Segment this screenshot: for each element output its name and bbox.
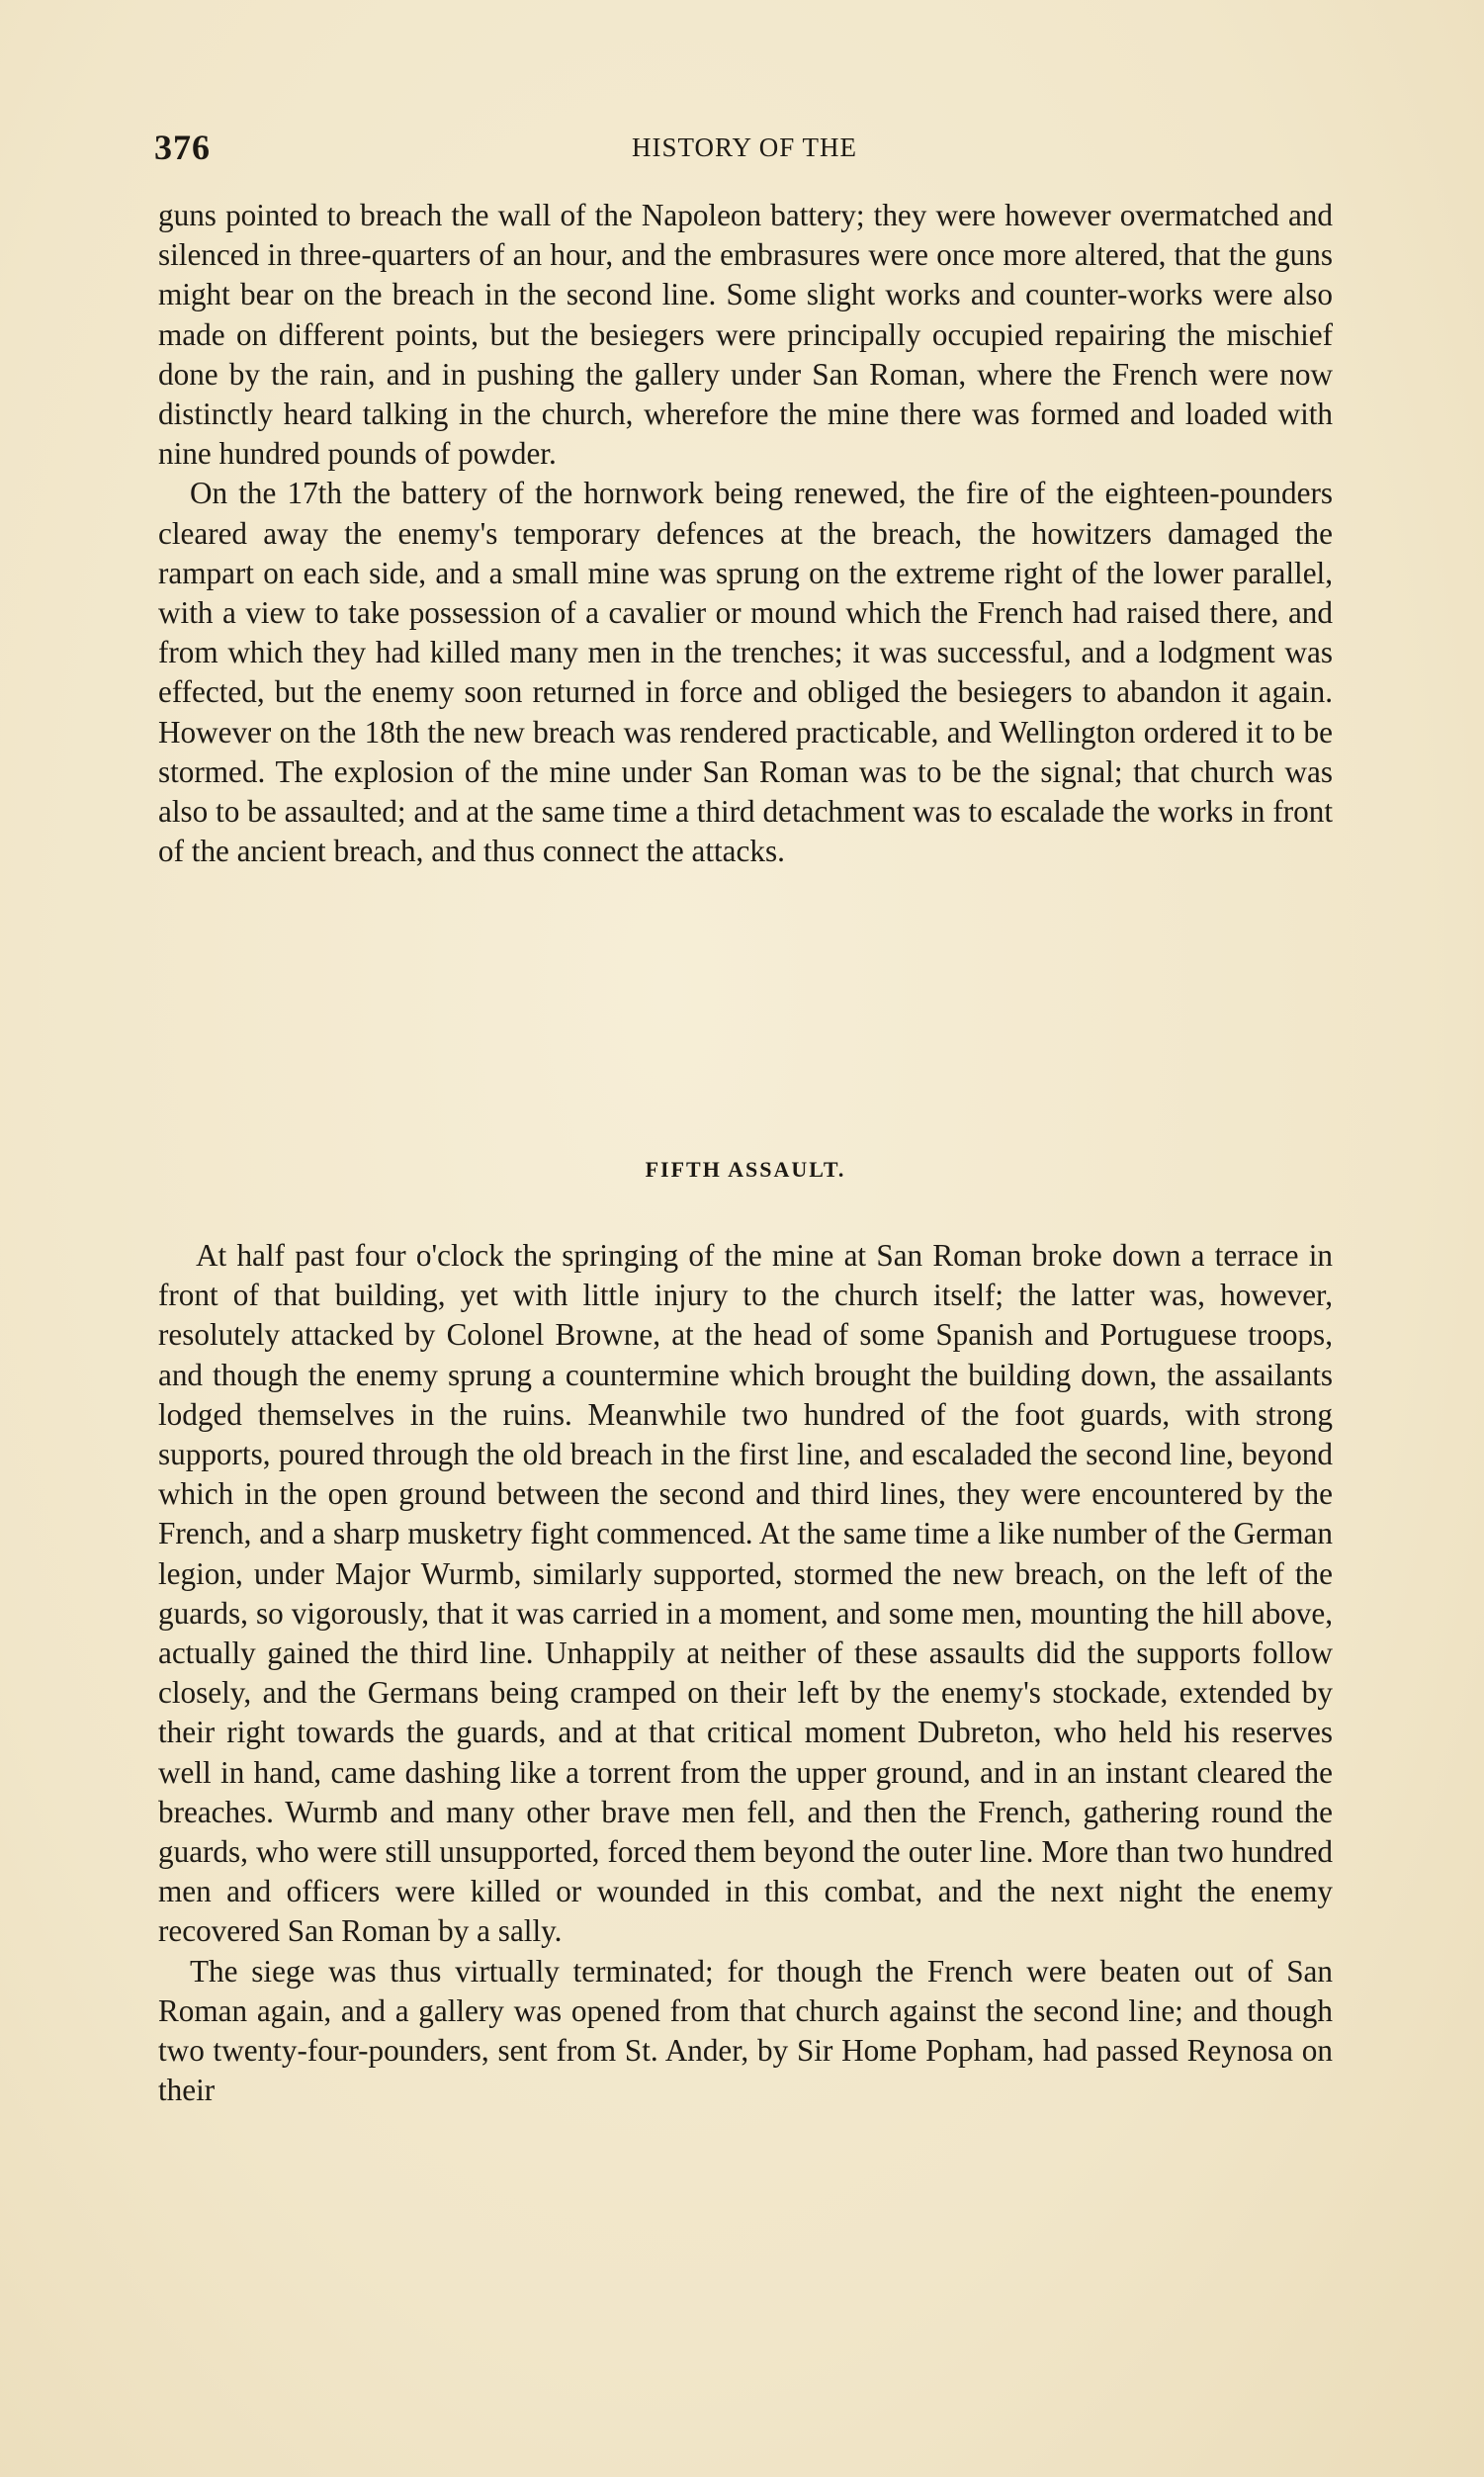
body-text-bottom: [158, 1236, 1333, 2110]
paragraph: guns pointed to breach the wall of the Napoleon battery; they were however overmatched and silenced in three-quarters of an hour, and the embrasures were once more altered, that the guns might bear on the breach in the second line. Some slight works and counter-works were also made on different points, but the besiegers were principally occupied repairing the mischief done by the rain, and in pushing the gallery under San Roman, where the French were now distinctly heard talking in the church, wherefore the mine there was formed and loaded with nine hundred pounds of powder.: [158, 198, 1333, 472]
body-text-top: [158, 196, 1333, 871]
paragraph: At half past four o'clock the springing of the mine at San Roman broke down a terrace in front of that building, yet with little injury to the church itself; the latter was, however, resolutely attacked by Colonel Browne, at the head of some Spanish and Portuguese troops, and though the enemy sprung a countermine which brought the building down, the assailants lodged themselves in the ruins. Meanwhile two hundred of the foot guards, with strong supports, poured through the old breach in the first line, and escaladed the second line, beyond which in the open ground between the second and third lines, they were encountered by the French, and a sharp musketry fight commenced. At the same time a like number of the German legion, under Major Wurmb, similarly supported, stormed the new breach, on the left of the guards, so vigorously, that it was carried in a moment, and some men, mounting the hill above, actually gained the third line. Unhappily at neither of these assaults did the supports follow closely, and the Germans being cramped on their left by the enemy's stockade, extended by their right towards the guards, and at that critical moment Dubreton, who held his reserves well in hand, came dashing like a torrent from the upper ground, and in an instant cleared the breaches. Wurmb and many other brave men fell, and then the French, gathering round the guards, who were still unsupported, forced them beyond the outer line. More than two hundred men and officers were killed or wounded in this combat, and the next night the enemy recovered San Roman by a sally.: [158, 1238, 1333, 1949]
paragraph: The siege was thus virtually terminated; for though the French were beaten out of San Roman again, and a gallery was opened from that church against the second line; and though two twenty-four-pounders, sent from St. Ander, by Sir Home Popham, had passed Reynosa on their: [158, 1953, 1333, 2108]
paragraph: On the 17th the battery of the hornwork being renewed, the fire of the eighteen-pounders cleared away the enemy's temporary defences at the breach, the howitzers damaged the rampart on each side, and a small mine was sprung on the extreme right of the lower parallel, with a view to take possession of a cavalier or mound which the French had raised there, and from which they had killed many men in the trenches; it was successful, and a lodgment was effected, but the enemy soon returned in force and obliged the besiegers to abandon it again. However on the 18th the new breach was rendered practicable, and Wellington ordered it to be stormed. The explosion of the mine under San Roman was to be the signal; that church was also to be assaulted; and at the same time a third detachment was to escalade the works in front of the ancient breach, and thus connect the attacks.: [158, 476, 1333, 869]
page-number: 376: [154, 128, 211, 167]
running-head: HISTORY OF THE: [631, 133, 858, 162]
section-heading: FIFTH ASSAULT.: [645, 1157, 846, 1182]
page-header: [154, 127, 1335, 170]
